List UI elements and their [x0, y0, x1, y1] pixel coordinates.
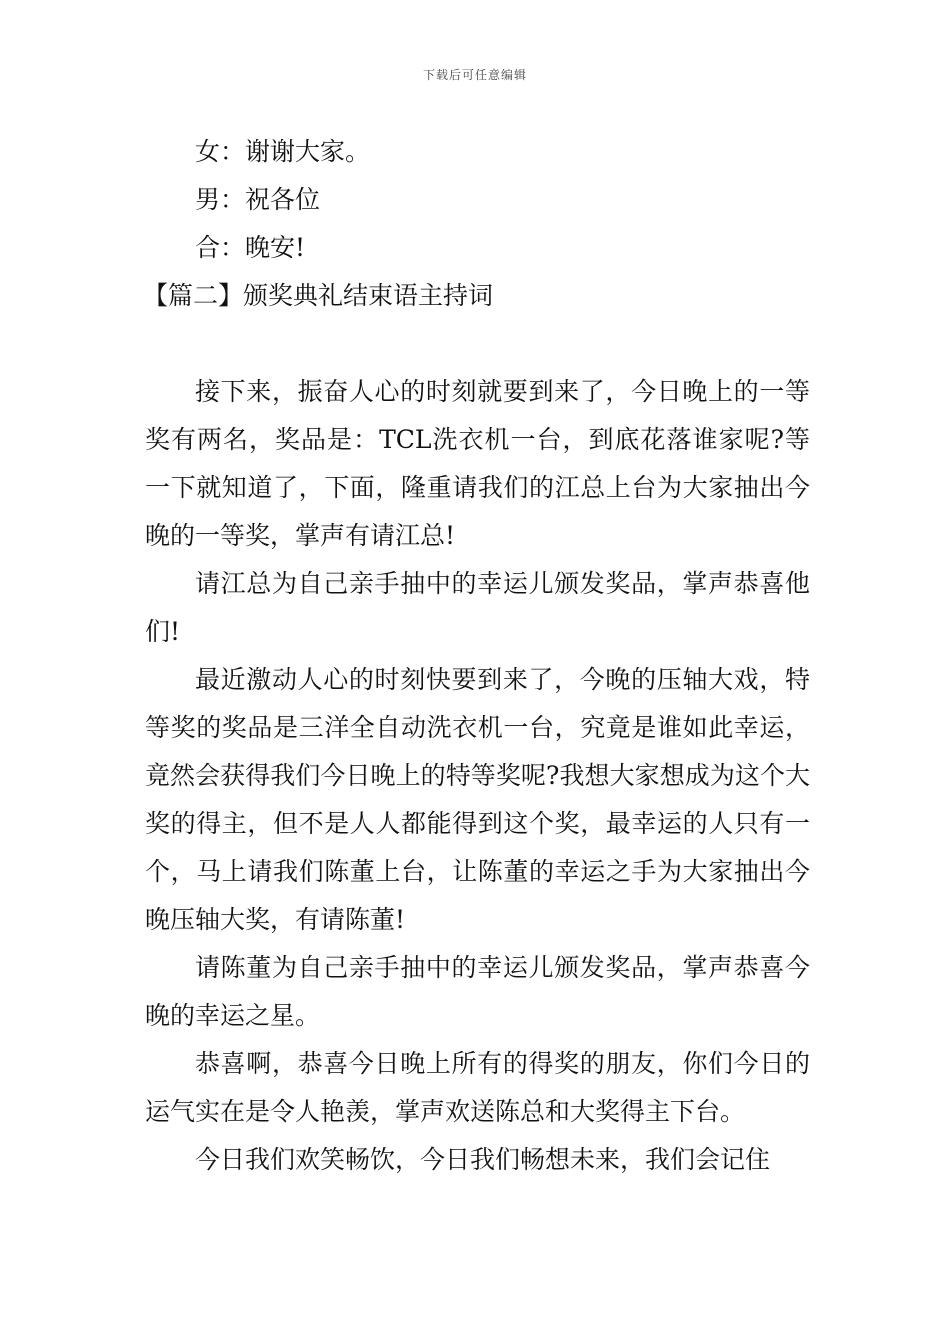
- paragraph-chen-award: 请陈董为自己亲手抽中的幸运儿颁发奖品，掌声恭喜今晚的幸运之星。: [145, 953, 810, 1030]
- paragraph-jiang-award: 请江总为自己亲手抽中的幸运儿颁发奖品，掌声恭喜他们!: [145, 569, 810, 646]
- paragraph-grand-prize: 最近激动人心的时刻快要到来了，今晚的压轴大戏，特等奖的奖品是三洋全自动洗衣机一台，究竟是谁如此幸运，竟然会获得我们今日晚上的特等奖呢?我想大家想成为这个大奖的得主，但不是人人都能得到这个奖，最幸运的人只有一个，马上请我们陈董上台，让陈董的幸运之手为大家抽出今晚压轴大奖，有请陈董!: [145, 665, 810, 934]
- dialog-line-male: 男：祝各位: [195, 185, 321, 214]
- dialog-line-together: 合：晚安!: [195, 233, 306, 262]
- page-header-note: 下载后可任意编辑: [422, 68, 527, 82]
- document-body: [145, 128, 810, 1184]
- paragraph-congratulations: 恭喜啊，恭喜今日晚上所有的得奖的朋友，你们今日的运气实在是令人艳羡，掌声欢送陈总和大奖得主下台。: [145, 1049, 810, 1126]
- dialog-line-female: 女：谢谢大家。: [195, 137, 371, 166]
- paragraph-first-prize: 接下来，振奋人心的时刻就要到来了，今日晚上的一等奖有两名，奖品是：TCL洗衣机一台，到底花落谁家呢?等一下就知道了，下面，隆重请我们的江总上台为大家抽出今晚的一等奖，掌声有请江总!: [145, 377, 810, 550]
- paragraph-closing: 今日我们欢笑畅饮，今日我们畅想未来，我们会记住: [195, 1145, 771, 1174]
- section-title: 【篇二】颁奖典礼结束语主持词: [143, 281, 494, 310]
